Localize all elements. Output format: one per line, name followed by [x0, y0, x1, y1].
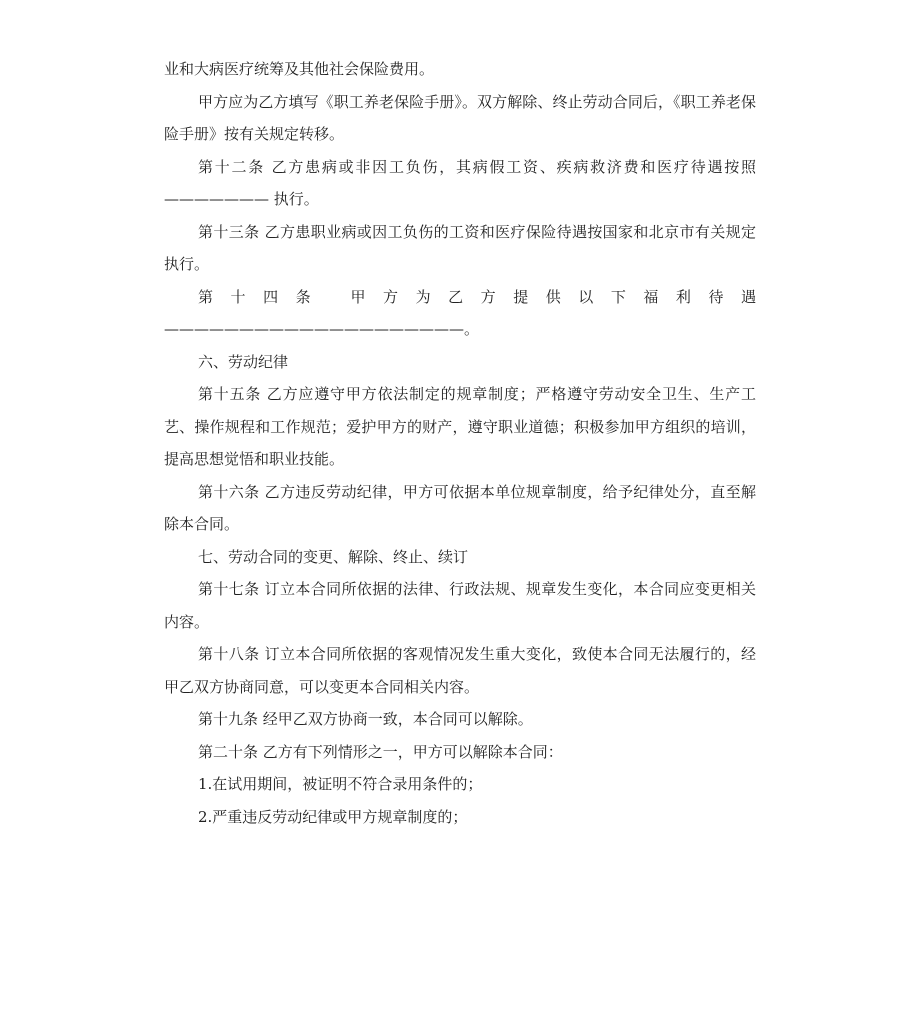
- section-heading-labor-discipline: 六、劳动纪律: [198, 352, 289, 371]
- paragraph-article-17: 第十七条 订立本合同所依据的法律、行政法规、规章发生变化，本合同应变更相关内容。: [164, 580, 756, 631]
- document-body: [164, 53, 756, 833]
- list-item-serious-violation: 2.严重违反劳动纪律或甲方规章制度的；: [198, 807, 468, 826]
- list-item-probation: 1.在试用期间，被证明不符合录用条件的；: [198, 775, 483, 793]
- section-heading-contract-changes: 七、劳动合同的变更、解除、终止、续订: [198, 547, 469, 566]
- paragraph-article-20: 第二十条 乙方有下列情形之一，甲方可以解除本合同：: [198, 742, 563, 761]
- paragraph-article-13: 第十三条 乙方患职业病或因工负伤的工资和医疗保险待遇按国家和北京市有关规定执行。: [164, 222, 756, 273]
- paragraph-social-insurance-tail: 业和大病医疗统筹及其他社会保险费用。: [164, 60, 435, 78]
- paragraph-article-19: 第十九条 经甲乙双方协商一致，本合同可以解除。: [198, 710, 533, 728]
- paragraph-article-18: 第十八条 订立本合同所依据的客观情况发生重大变化，致使本合同无法履行的，经甲乙双方协商同意，可以变更本合同相关内容。: [164, 645, 756, 696]
- paragraph-article-15: 第十五条 乙方应遵守甲方依法制定的规章制度；严格遵守劳动安全卫生、生产工艺、操作规程和工作规范；爱护甲方的财产，遵守职业道德；积极参加甲方组织的培训，提高思想觉悟和职业技能。: [164, 385, 756, 468]
- paragraph-pension-handbook: 甲方应为乙方填写《职工养老保险手册》。双方解除、终止劳动合同后，《职工养老保险手册》按有关规定转移。: [164, 92, 756, 143]
- paragraph-article-16: 第十六条 乙方违反劳动纪律，甲方可依据本单位规章制度，给予纪律处分，直至解除本合同。: [164, 482, 756, 533]
- paragraph-article-12: 第十二条 乙方患病或非因工负伤，其病假工资、疾病救济费和医疗待遇按照——————— 执行。: [164, 157, 756, 208]
- paragraph-article-14: 第十四条 甲方为乙方提供以下福利待遇————————————————————。: [164, 287, 756, 338]
